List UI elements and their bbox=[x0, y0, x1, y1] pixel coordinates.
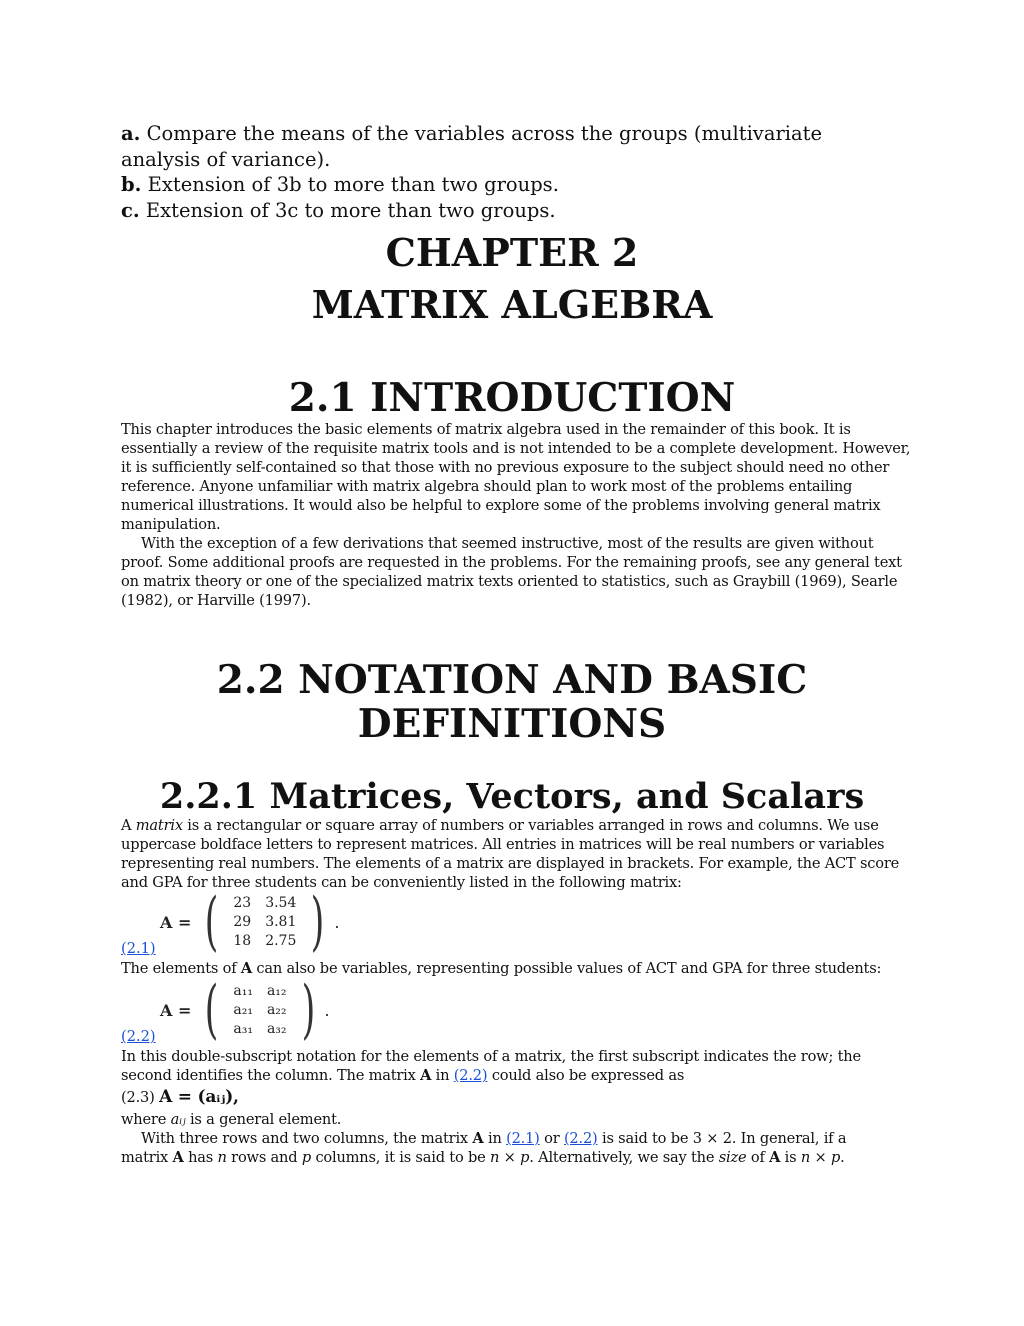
ref-link-2-2[interactable]: (2.2) bbox=[453, 1067, 488, 1084]
matrix-row bbox=[226, 932, 303, 951]
text-a: second identifies the column. The matrix bbox=[121, 1067, 421, 1084]
section-heading-2-2-line2: DEFINITIONS bbox=[357, 701, 667, 747]
period: . bbox=[324, 1000, 330, 1020]
def-text-a: A bbox=[121, 817, 136, 834]
equation-lhs: A = bbox=[160, 1000, 192, 1020]
matrix-cell: 18 bbox=[233, 933, 252, 949]
text-b: in bbox=[431, 1067, 454, 1084]
list-item-label: a. bbox=[121, 122, 141, 145]
matrix-cell: a₁₂ bbox=[266, 983, 287, 999]
list-item bbox=[121, 172, 881, 198]
bold-a: A bbox=[769, 1149, 781, 1166]
text-c: could also be expressed as bbox=[487, 1067, 685, 1084]
matrix-cell: a₂₂ bbox=[266, 1002, 287, 1018]
matrix-row bbox=[226, 894, 303, 913]
matrix-definition-paragraph bbox=[121, 816, 911, 892]
chapter-title: MATRIX ALGEBRA bbox=[311, 282, 713, 327]
intro-paragraph-2 bbox=[121, 534, 911, 610]
list-item-label: c. bbox=[121, 198, 140, 222]
equation-number-2-1[interactable]: (2.1) bbox=[121, 940, 156, 957]
matrix-cell: 2.75 bbox=[265, 933, 297, 949]
equation-2-3 bbox=[121, 1088, 911, 1107]
elements-variables-text bbox=[121, 959, 911, 978]
matrix-row bbox=[226, 1020, 293, 1039]
section-heading-2-1: 2.1 INTRODUCTION bbox=[288, 375, 736, 421]
variable-p: p bbox=[301, 1149, 311, 1166]
list-item-label: b. bbox=[121, 173, 142, 196]
size-sentence-line-1 bbox=[121, 1129, 911, 1148]
text-b: in bbox=[483, 1130, 507, 1147]
text: has bbox=[183, 1149, 218, 1166]
matrix-cell: 3.81 bbox=[265, 914, 297, 930]
text: rows and bbox=[226, 1149, 302, 1166]
text-c: or bbox=[539, 1130, 564, 1147]
def-term: matrix bbox=[135, 817, 183, 834]
matrix-table bbox=[226, 982, 293, 1039]
chapter-number: CHAPTER 2 bbox=[385, 230, 639, 275]
matrix-table bbox=[226, 894, 303, 951]
size-sentence-line-2 bbox=[121, 1148, 911, 1167]
variable-n: n bbox=[217, 1149, 227, 1166]
list-item-text: Extension of 3c to more than two groups. bbox=[145, 198, 556, 222]
ref-link-2-2[interactable]: (2.2) bbox=[563, 1130, 598, 1147]
list-item-text: Extension of 3b to more than two groups. bbox=[147, 173, 559, 196]
bold-a: A bbox=[472, 1130, 484, 1147]
matrix-cell: 29 bbox=[233, 914, 252, 930]
text: . bbox=[840, 1149, 845, 1166]
text: is bbox=[780, 1149, 801, 1166]
matrix-cell: 3.54 bbox=[265, 895, 297, 911]
list-item bbox=[121, 198, 881, 224]
exercise-list bbox=[121, 121, 881, 223]
matrix-cell: a₂₁ bbox=[233, 1002, 253, 1018]
dimension-n-by-p: n × p bbox=[489, 1149, 530, 1166]
text: columns, it is said to be bbox=[311, 1149, 490, 1166]
ref-link-2-1[interactable]: (2.1) bbox=[506, 1130, 540, 1147]
text-a: With three rows and two columns, the matrix bbox=[141, 1130, 473, 1147]
matrix-row bbox=[226, 1001, 293, 1020]
equation-2-1 bbox=[160, 885, 340, 959]
general-element-text bbox=[121, 1110, 911, 1129]
list-item-text: Compare the means of the variables across the groups (multivariate analysis of variance). bbox=[121, 122, 823, 171]
intro-paragraph-1: This chapter introduces the basic elements of matrix algebra used in the remainder of this book. It is essentially a review of the requisite matrix tools and is not intended to be a complete development. However, it is sufficiently self-contained so that those with no previous exposure to the subject should need no other reference. Anyone unfamiliar with matrix algebra should plan to work most of the problems entailing numerical illustrations. It would also be helpful to explore some of the problems involving general matrix manipulation. bbox=[121, 421, 911, 533]
dimension-n-by-p: n × p bbox=[800, 1149, 841, 1166]
matrix-cell: 23 bbox=[233, 895, 252, 911]
equation-2-2 bbox=[160, 973, 330, 1047]
subsection-heading-2-2-1: 2.2.1 Matrices, Vectors, and Scalars bbox=[159, 776, 865, 817]
list-item bbox=[121, 121, 881, 172]
matrix-cell: a₃₁ bbox=[233, 1021, 253, 1037]
left-paren-icon: ( bbox=[205, 885, 219, 959]
matrix-row bbox=[226, 982, 293, 1001]
right-paren-icon: ) bbox=[310, 885, 325, 959]
def-text-b: is a rectangular or square array of numbers or variables arranged in rows and columns. We use uppercase boldface letters to represent matrices. All entries in matrices will be real numbers or variables representing real numbers. The elements of a matrix are displayed in brackets. For example, the ACT score and GPA for three students can be conveniently listed in the following matrix: bbox=[121, 817, 900, 891]
equation-number-2-2[interactable]: (2.2) bbox=[121, 1028, 156, 1045]
term-size: size bbox=[718, 1149, 747, 1166]
intro-paragraph-2-text: With the exception of a few derivations that seemed instructive, most of the results are given without proof. Some additional proofs are requested in the problems. For the remaining proofs, see any general text on matrix theory or one of the specialized matrix texts oriented to statistics, such as Graybill (1969), Searle (1982), or Harville (1997). bbox=[121, 535, 902, 609]
double-subscript-line-2 bbox=[121, 1066, 911, 1085]
equation-lhs: A = bbox=[160, 912, 192, 932]
text: matrix bbox=[121, 1149, 173, 1166]
left-paren-icon: ( bbox=[205, 973, 219, 1047]
bold-a: A bbox=[240, 960, 252, 977]
matrix-cell: a₃₂ bbox=[266, 1021, 287, 1037]
bold-a: A bbox=[420, 1067, 432, 1084]
bold-a: A bbox=[172, 1149, 184, 1166]
double-subscript-line-1: In this double-subscript notation for the elements of a matrix, the first subscript indicates the row; the bbox=[121, 1048, 861, 1065]
matrix-row bbox=[226, 913, 303, 932]
text: . Alternatively, we say the bbox=[529, 1149, 719, 1166]
text-d: is said to be 3 × 2. In general, if a bbox=[597, 1130, 847, 1147]
matrix-cell: a₁₁ bbox=[233, 983, 253, 999]
text-a: where bbox=[121, 1111, 171, 1128]
variable-aij: aᵢⱼ bbox=[170, 1111, 186, 1128]
section-heading-2-2-line1: 2.2 NOTATION AND BASIC bbox=[216, 657, 808, 703]
equation-number-2-3: (2.3) bbox=[121, 1089, 155, 1106]
text-b: can also be variables, representing possible values of ACT and GPA for three students: bbox=[251, 960, 882, 977]
equation-expression: A = (aᵢⱼ), bbox=[159, 1087, 239, 1107]
right-paren-icon: ) bbox=[301, 973, 315, 1047]
text: of bbox=[746, 1149, 770, 1166]
text-b: is a general element. bbox=[185, 1111, 342, 1128]
period: . bbox=[334, 912, 340, 932]
text-a: The elements of bbox=[121, 960, 241, 977]
